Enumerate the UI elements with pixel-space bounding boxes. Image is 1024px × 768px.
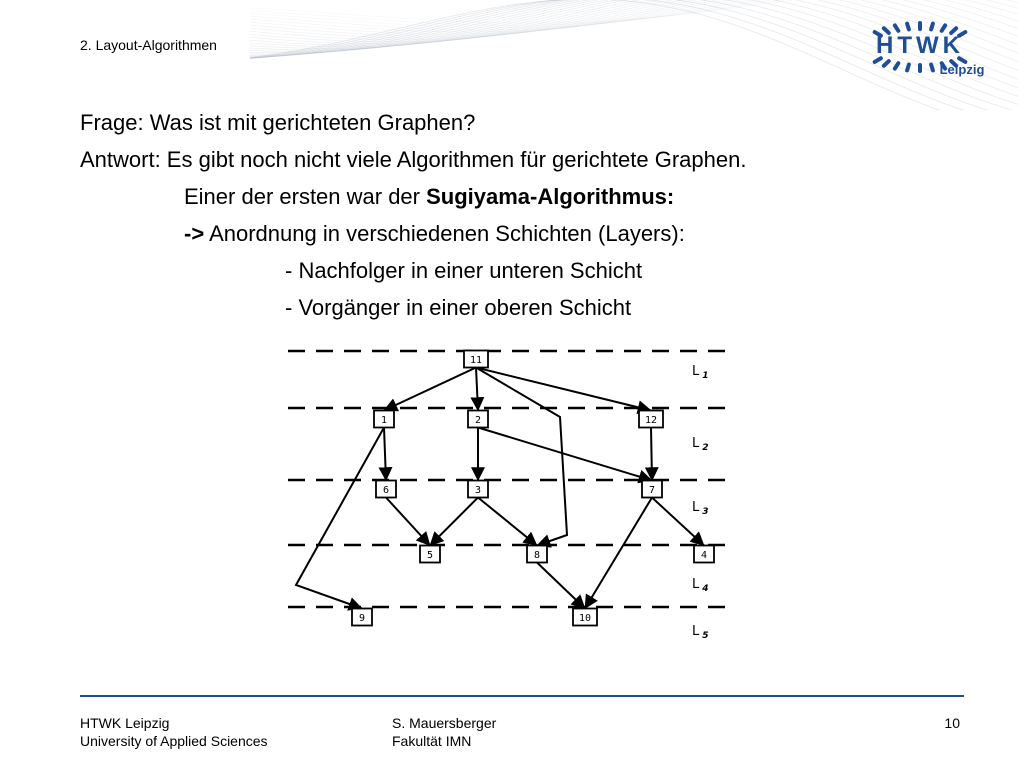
- edge-1-9: [296, 428, 384, 609]
- footer-author-block: [392, 714, 496, 750]
- node-12: [639, 411, 663, 428]
- layer-index: 5: [702, 631, 709, 641]
- layer-letter: L: [692, 500, 700, 515]
- logo-ring-tick: [884, 61, 889, 66]
- sugiyama-prefix: Einer der ersten war der: [184, 184, 427, 209]
- layer-index: 1: [702, 371, 709, 381]
- node-label: 10: [578, 613, 592, 624]
- edge-11-2: [476, 368, 478, 411]
- sugiyama-name: Sugiyama-Algorithmus:: [426, 184, 675, 209]
- node-label: 7: [648, 485, 656, 496]
- slide-content: [80, 104, 746, 326]
- node-5: [420, 546, 440, 563]
- svg-text:HTWK: HTWK: [876, 32, 964, 59]
- node-11: [464, 351, 488, 368]
- layers-text: Anordnung in verschiedenen Schichten (Layers):: [204, 221, 685, 246]
- node-6: [376, 481, 396, 498]
- footer-author: S. Mauersberger: [392, 715, 497, 731]
- logo-ring-tick: [931, 65, 933, 71]
- layer-letter: L: [692, 364, 700, 379]
- layer-letter: L: [692, 436, 700, 451]
- edge-3-5: [430, 498, 478, 546]
- layer-label-4: [692, 577, 709, 594]
- edge-12-7: [651, 428, 652, 481]
- footer-divider: [80, 695, 964, 697]
- layer-label-1: [692, 364, 709, 381]
- layers-line: [80, 215, 746, 252]
- edge-11-8: [476, 368, 567, 546]
- node-3: [468, 481, 488, 498]
- bullet-predecessor: - Vorgänger in einer oberen Schicht: [285, 295, 632, 320]
- node-label: 9: [358, 613, 366, 624]
- logo-ring-tick: [895, 63, 898, 68]
- sugiyama-layer-diagram: [280, 335, 740, 645]
- edge-2-7: [478, 428, 652, 481]
- node-label: 1: [380, 415, 388, 426]
- bullet-successor: - Nachfolger in einer unteren Schicht: [285, 258, 643, 283]
- arrow-symbol: ->: [184, 221, 205, 246]
- node-label: 4: [700, 550, 708, 561]
- node-label: 2: [474, 415, 482, 426]
- layer-label-3: [692, 500, 709, 517]
- footer-institution: [80, 714, 268, 750]
- answer-line: Antwort: Es gibt noch nicht viele Algorithmen für gerichtete Graphen.: [80, 147, 747, 172]
- layer-index: 3: [702, 507, 709, 517]
- node-2: [468, 411, 488, 428]
- htwk-logo: [850, 20, 990, 82]
- node-1: [374, 411, 394, 428]
- edge-6-5: [386, 498, 430, 546]
- svg-text:Leipzig: Leipzig: [939, 62, 985, 77]
- node-label: 8: [533, 550, 541, 561]
- layer-letter: L: [692, 624, 700, 639]
- layer-label-5: [692, 624, 709, 641]
- layer-label-2: [692, 436, 709, 453]
- logo-ring-tick: [907, 65, 909, 71]
- footer-institution-name: HTWK Leipzig: [80, 715, 170, 731]
- node-label: 5: [426, 550, 434, 561]
- edge-11-1: [384, 368, 476, 411]
- edge-1-6: [384, 428, 386, 481]
- node-10: [573, 609, 597, 626]
- node-4: [694, 546, 714, 563]
- node-7: [642, 481, 662, 498]
- page-number: 10: [944, 715, 960, 731]
- logo-ring-tick: [942, 25, 945, 30]
- logo-ring-tick: [931, 24, 933, 30]
- sugiyama-line: [80, 178, 746, 215]
- layer-index: 2: [702, 443, 709, 453]
- edge-7-10: [585, 498, 652, 609]
- node-label: 11: [469, 355, 483, 366]
- logo-ring-tick: [895, 25, 898, 30]
- question-line: Frage: Was ist mit gerichteten Graphen?: [80, 110, 476, 135]
- node-9: [352, 609, 372, 626]
- node-label: 12: [644, 415, 658, 426]
- edge-11-12: [476, 368, 651, 411]
- edge-3-8: [478, 498, 537, 546]
- footer-university-name: University of Applied Sciences: [80, 733, 268, 749]
- footer-faculty: Fakultät IMN: [392, 733, 472, 749]
- layer-letter: L: [692, 577, 700, 592]
- node-label: 6: [382, 485, 390, 496]
- node-8: [527, 546, 547, 563]
- logo-ring-tick: [907, 24, 909, 30]
- section-title: 2. Layout-Algorithmen: [80, 37, 217, 53]
- layer-index: 4: [702, 584, 709, 594]
- node-label: 3: [474, 485, 482, 496]
- edge-8-10: [537, 563, 585, 609]
